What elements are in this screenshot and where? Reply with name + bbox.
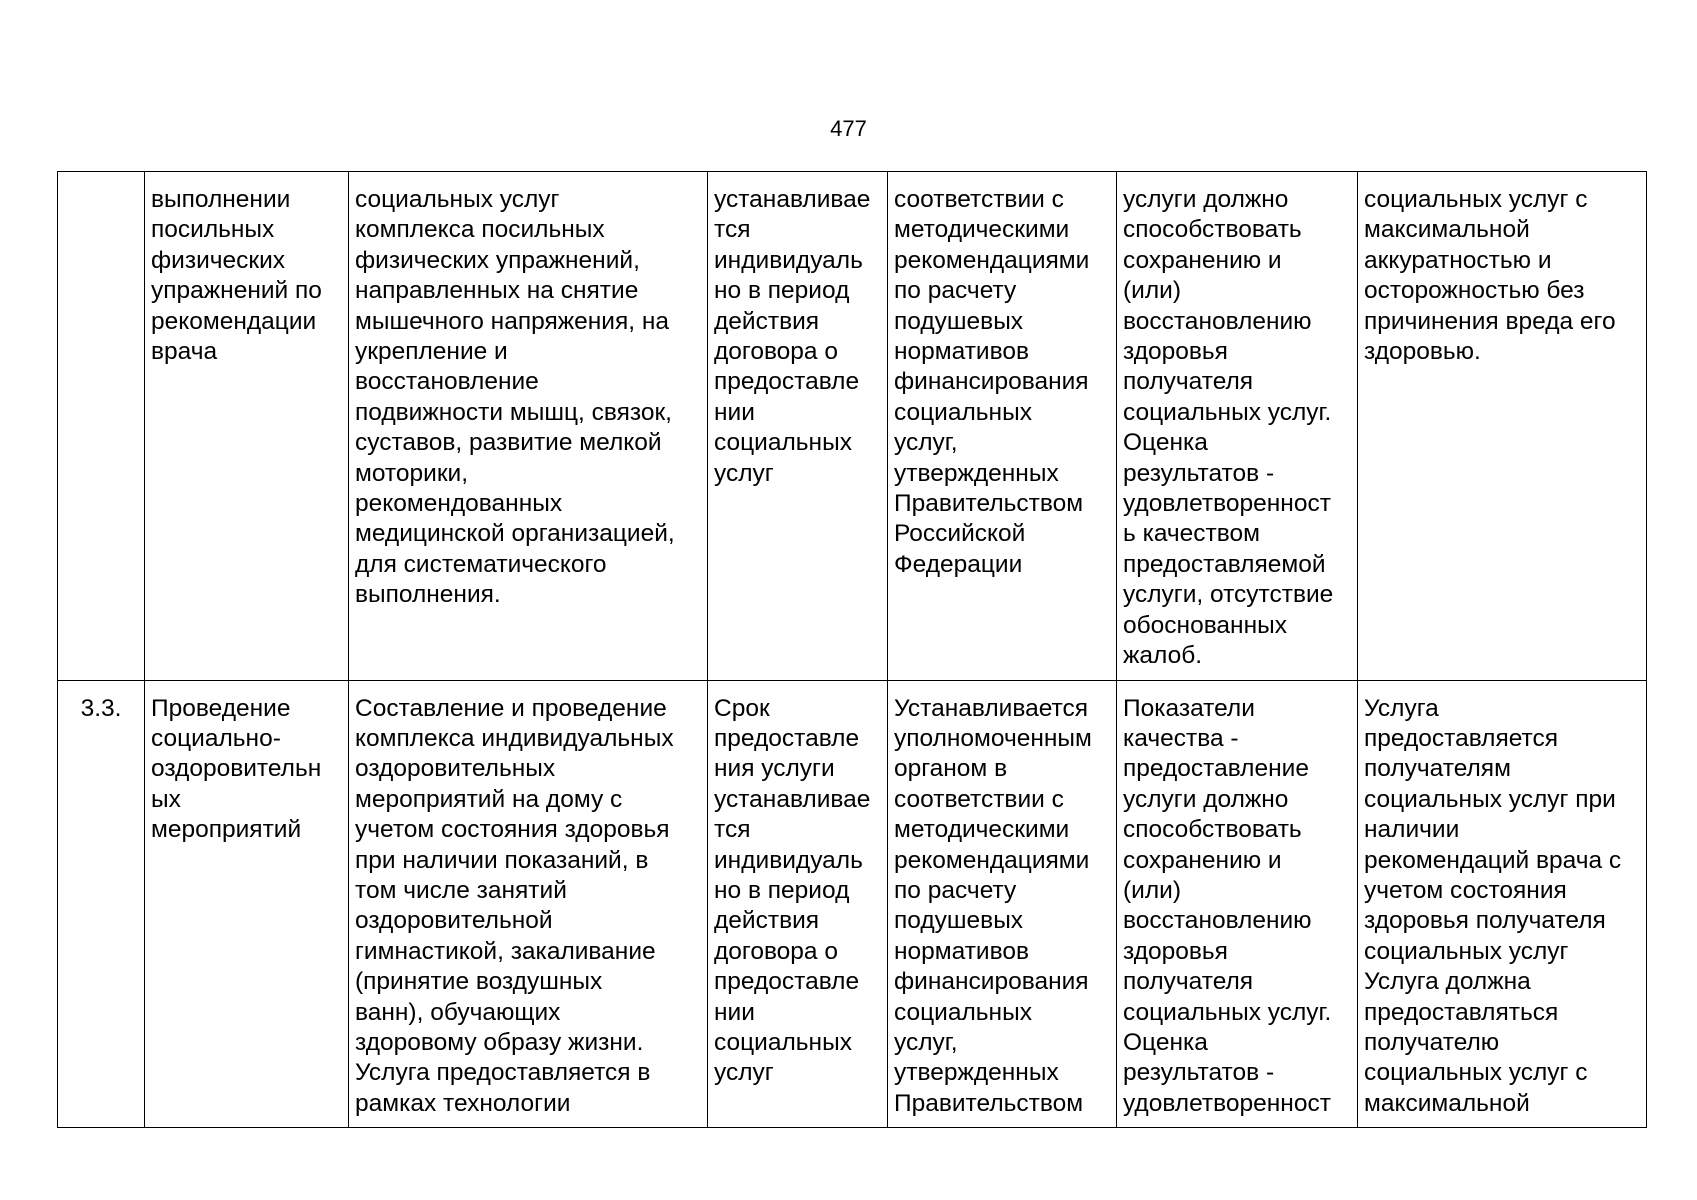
service-quality-cell: услуги должно способствовать сохранению и (или) восстановлению здоровья получателя социальных услуг. Оценка результатов - удовлетворенност ь качеством предоставляемой услуги, отсутствие обоснованных жалоб. [1117,172,1358,681]
service-conditions-cell: социальных услуг с максимальной аккуратностью и осторожностью без причинения вреда его здоровью. [1358,172,1647,681]
table-row [58,680,1647,1128]
service-description-cell: социальных услуг комплекса посильных физических упражнений, направленных на снятие мышечного напряжения, на укрепление и восстановление подвижности мышц, связок, суставов, развитие мелкой моторики, рекомендованных медицинской организацией, для систематического выполнения. [349,172,708,681]
service-description-cell: Составление и проведение комплекса индивидуальных оздоровительных мероприятий на дому с учетом состояния здоровья при наличии показаний, в том числе занятий оздоровительной гимнастикой, закаливание (принятие воздушных ванн), обучающих здоровому образу жизни. Услуга предоставляется в рамках технологии [349,680,708,1128]
service-name-cell: выполнении посильных физических упражнений по рекомендации врача [145,172,349,681]
row-number-cell: 3.3. [58,680,145,1128]
table-row [58,172,1647,681]
service-term-cell: устанавливае тся индивидуаль но в период действия договора о предоставле нии социальных услуг [708,172,888,681]
service-quality-cell: Показатели качества - предоставление услуги должно способствовать сохранению и (или) восстановлению здоровья получателя социальных услуг. Оценка результатов - удовлетворенност [1117,680,1358,1128]
services-table [57,171,1647,1128]
service-conditions-cell: Услуга предоставляется получателям социальных услуг при наличии рекомендаций врача с учетом состояния здоровья получателя социальных услуг Услуга должна предоставляться получателю социальных услуг с максимальной [1358,680,1647,1128]
row-number-cell [58,172,145,681]
service-funding-cell: соответствии с методическими рекомендациями по расчету подушевых нормативов финансирования социальных услуг, утвержденных Правительством Российской Федерации [888,172,1117,681]
page-number: 477 [830,116,867,141]
service-name-cell: Проведение социально- оздоровительн ых мероприятий [145,680,349,1128]
service-funding-cell: Устанавливается уполномоченным органом в соответствии с методическими рекомендациями по расчету подушевых нормативов финансирования социальных услуг, утвержденных Правительством [888,680,1117,1128]
service-term-cell: Срок предоставле ния услуги устанавливае тся индивидуаль но в период действия договора о предоставле нии социальных услуг [708,680,888,1128]
